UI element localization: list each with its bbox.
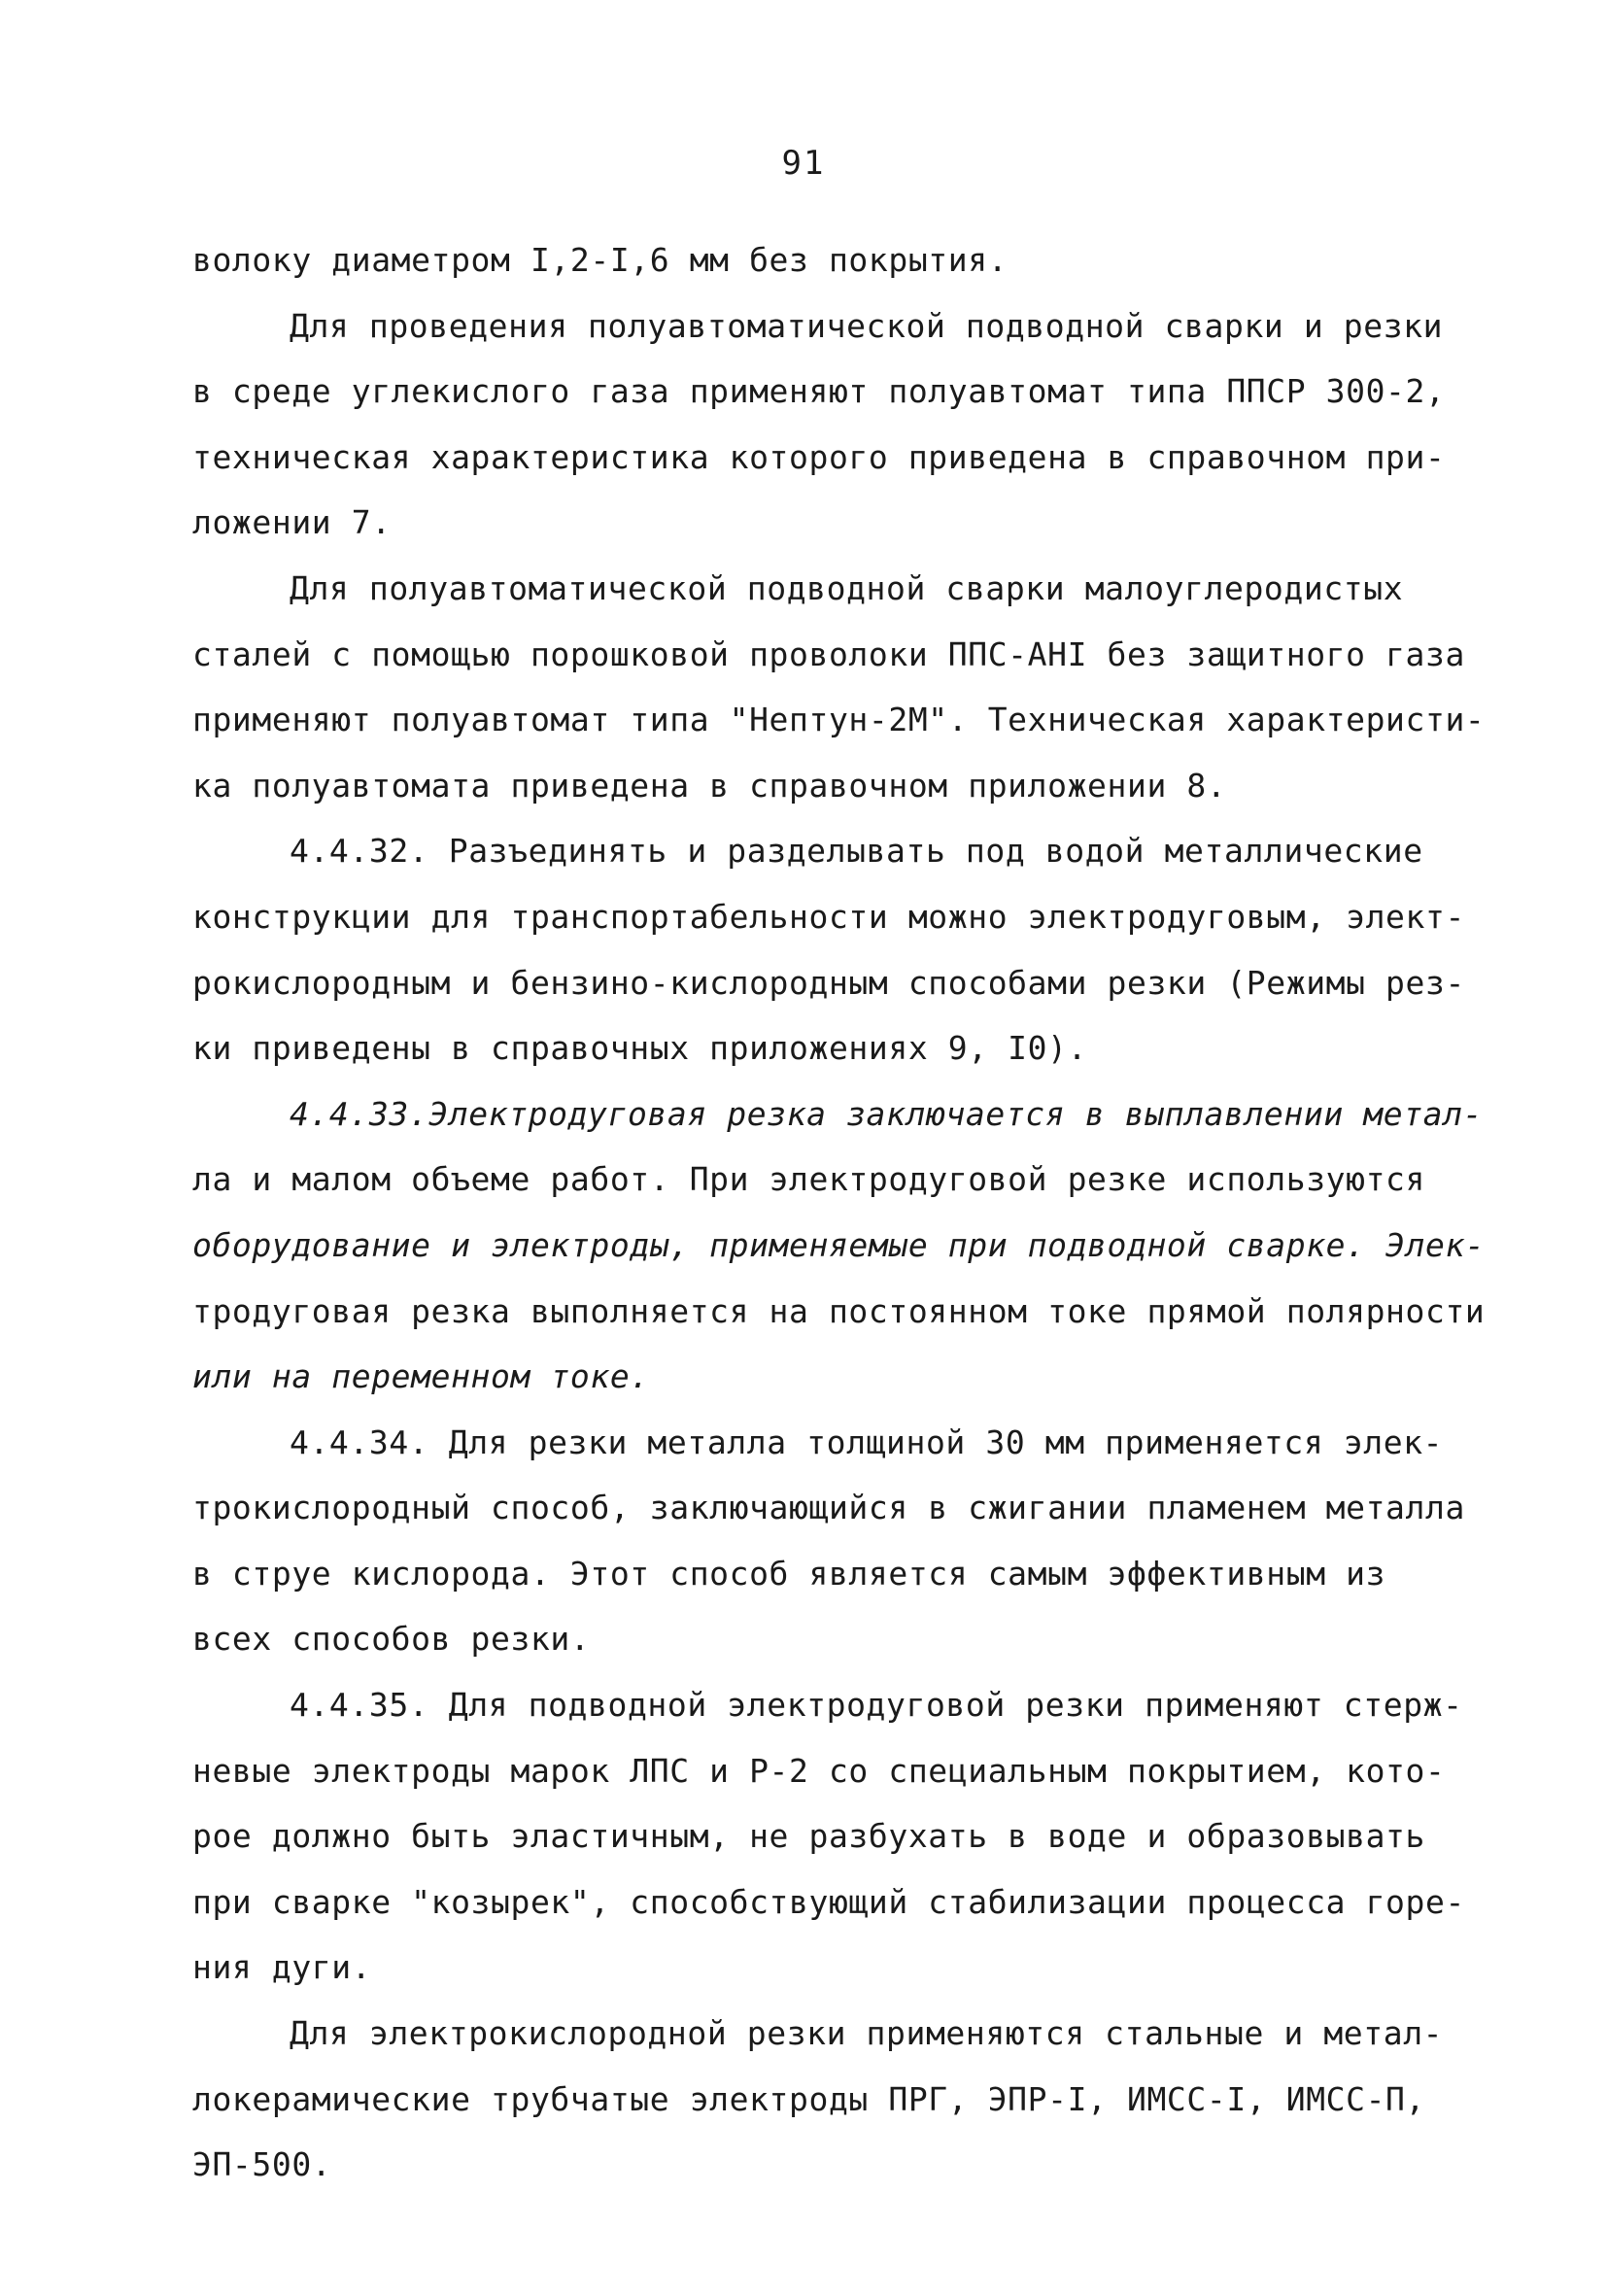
text-line: при сварке "козырек", способствующий стабилизации процесса горе- <box>192 1882 1465 1921</box>
text-line: рокислородным и бензино-кислородным способами резки (Режимы рез- <box>192 963 1465 1002</box>
text-line: в струе кислорода. Этот способ является самым эффективным из <box>192 1554 1386 1593</box>
page-number: 91 <box>781 144 826 183</box>
text-line: волоку диаметром I,2-I,6 мм без покрытия. <box>192 241 1009 279</box>
text-line: локерамические трубчатые электроды ПРГ, ЭПР-I, ИМСС-I, ИМСС-П, <box>192 2079 1425 2118</box>
text-line: сталей с помощью порошковой проволоки ППС-АНI без защитного газа <box>192 634 1465 673</box>
text-line: или на переменном токе. <box>192 1357 650 1396</box>
text-line: невые электроды марок ЛПС и Р-2 со специальным покрытием, кото- <box>192 1751 1446 1790</box>
text-line: ложении 7. <box>192 503 392 542</box>
text-line: ния дуги. <box>192 1948 372 1987</box>
text-line: рое должно быть эластичным, не разбухать в воде и образовывать <box>192 1817 1425 1856</box>
text-line: всех способов резки. <box>192 1620 591 1659</box>
body-text <box>192 227 1486 2198</box>
text-line: 4.4.32. Разъединять и разделывать под водой металлические <box>290 832 1423 871</box>
text-line: ЭП-500. <box>192 2145 332 2184</box>
text-line: 4.4.33.Электродуговая резка заключается в выплавлении метал- <box>290 1094 1484 1133</box>
text-line: применяют полуавтомат типа "Нептун-2М". Техническая характеристи- <box>192 701 1486 739</box>
text-line: ла и малом объеме работ. При электродуговой резке используются <box>192 1160 1425 1199</box>
text-line: ка полуавтомата приведена в справочном приложении 8. <box>192 766 1227 805</box>
text-line: ки приведены в справочных приложениях 9, I0). <box>192 1029 1088 1068</box>
text-line: Для проведения полуавтоматической подводной сварки и резки <box>290 306 1444 345</box>
text-line: 4.4.34. Для резки металла толщиной 30 мм применяется элек- <box>290 1422 1444 1461</box>
text-line: Для полуавтоматической подводной сварки малоуглеродистых <box>290 568 1404 607</box>
text-line: тродуговая резка выполняется на постоянном токе прямой полярности <box>192 1291 1486 1330</box>
text-line: в среде углекислого газа применяют полуавтомат типа ППСР 300-2, <box>192 372 1446 411</box>
text-line: 4.4.35. Для подводной электродуговой резки применяют стерж- <box>290 1686 1463 1725</box>
text-line: конструкции для транспортабельности можно электродуговым, элект- <box>192 897 1465 936</box>
text-line: трокислородный способ, заключающийся в сжигании пламенем металла <box>192 1489 1465 1527</box>
text-line: оборудование и электроды, применяемые при подводной сварке. Элек- <box>192 1225 1486 1264</box>
text-line: техническая характеристика которого приведена в справочном при- <box>192 437 1446 476</box>
text-line: Для электрокислородной резки применяются стальные и метал- <box>290 2014 1444 2053</box>
